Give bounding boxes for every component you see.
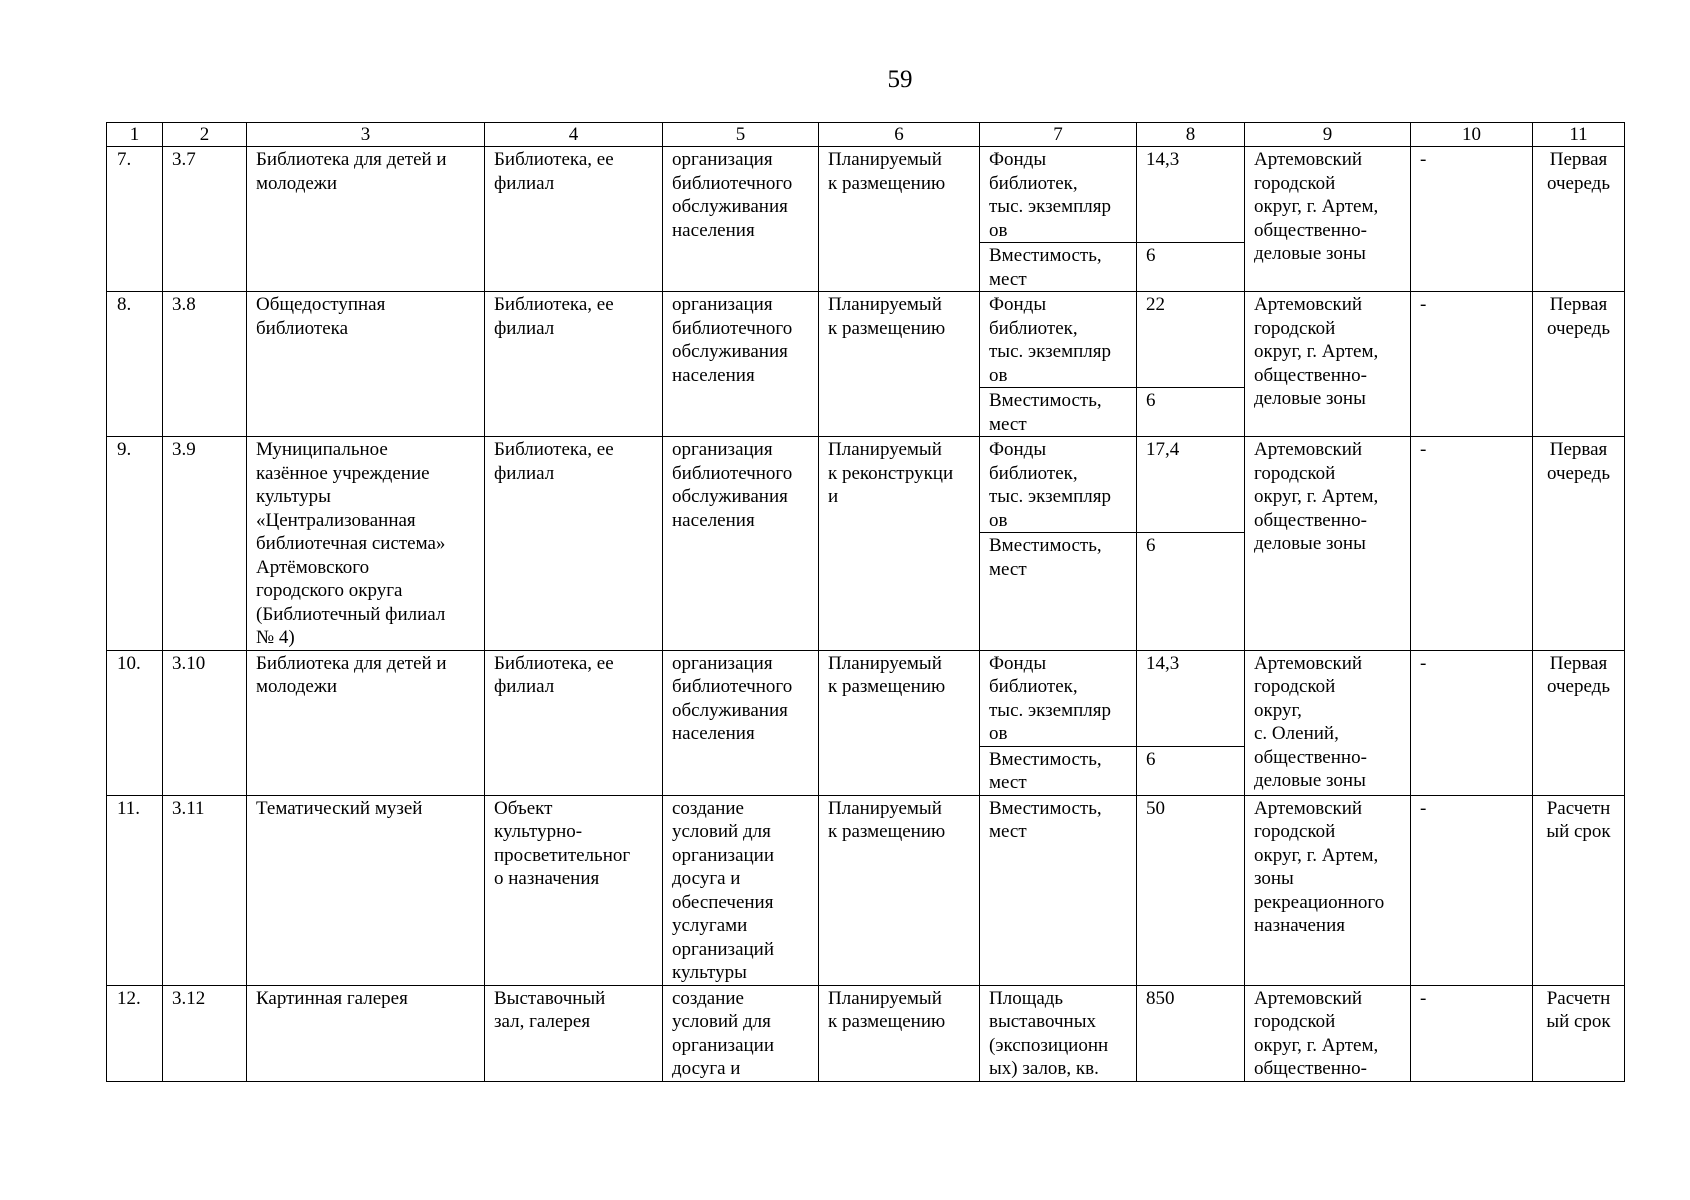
- object-purpose: организация библиотечного обслуживания населения: [663, 650, 819, 795]
- header-cell: 7: [980, 123, 1137, 147]
- parameter-value: 6: [1137, 388, 1245, 437]
- object-purpose: организация библиотечного обслуживания населения: [663, 292, 819, 437]
- queue: Первая очередь: [1533, 147, 1625, 292]
- parameter-name: Вместимость, мест: [980, 388, 1137, 437]
- object-code: 3.11: [163, 795, 247, 985]
- object-location: Артемовский городской округ, г. Артем, общественно- деловые зоны: [1245, 292, 1411, 437]
- object-purpose: создание условий для организации досуга и: [663, 985, 819, 1081]
- object-status: Планируемый к размещению: [819, 292, 980, 437]
- object-name: Библиотека для детей и молодежи: [247, 650, 485, 795]
- parameter-name: Площадь выставочных (экспозиционн ых) залов, кв.: [980, 985, 1137, 1081]
- data-table: [106, 122, 1625, 1082]
- parameter-value: 22: [1137, 292, 1245, 388]
- object-type: Библиотека, ее филиал: [485, 292, 663, 437]
- table-header-row: [107, 123, 1625, 147]
- header-cell: 10: [1411, 123, 1533, 147]
- parameter-name: Фонды библиотек, тыс. экземпляр ов: [980, 650, 1137, 746]
- object-name: Библиотека для детей и молодежи: [247, 147, 485, 292]
- parameter-name: Фонды библиотек, тыс. экземпляр ов: [980, 292, 1137, 388]
- row-number: 8.: [107, 292, 163, 437]
- object-code: 3.10: [163, 650, 247, 795]
- header-cell: 5: [663, 123, 819, 147]
- object-name: Муниципальное казённое учреждение культуры «Централизованная библиотечная система» Артёмовского городского округа (Библиотечный филиал № 4): [247, 437, 485, 651]
- queue: Первая очередь: [1533, 650, 1625, 795]
- col10-value: -: [1411, 985, 1533, 1081]
- queue: Расчетн ый срок: [1533, 985, 1625, 1081]
- table-row: [107, 795, 1625, 985]
- parameter-name: Вместимость, мест: [980, 795, 1137, 985]
- object-location: Артемовский городской округ, г. Артем, общественно-: [1245, 985, 1411, 1081]
- header-cell: 8: [1137, 123, 1245, 147]
- object-status: Планируемый к размещению: [819, 795, 980, 985]
- parameter-value: 6: [1137, 533, 1245, 650]
- object-type: Библиотека, ее филиал: [485, 650, 663, 795]
- object-type: Объект культурно- просветительног о назначения: [485, 795, 663, 985]
- object-code: 3.9: [163, 437, 247, 651]
- header-cell: 4: [485, 123, 663, 147]
- object-type: Библиотека, ее филиал: [485, 437, 663, 651]
- col10-value: -: [1411, 292, 1533, 437]
- queue: Первая очередь: [1533, 437, 1625, 651]
- parameter-value: 14,3: [1137, 650, 1245, 746]
- header-cell: 9: [1245, 123, 1411, 147]
- object-type: Библиотека, ее филиал: [485, 147, 663, 292]
- col10-value: -: [1411, 437, 1533, 651]
- header-cell: 1: [107, 123, 163, 147]
- row-number: 10.: [107, 650, 163, 795]
- parameter-name: Фонды библиотек, тыс. экземпляр ов: [980, 147, 1137, 243]
- object-location: Артемовский городской округ, г. Артем, зоны рекреационного назначения: [1245, 795, 1411, 985]
- col10-value: -: [1411, 650, 1533, 795]
- header-cell: 3: [247, 123, 485, 147]
- object-name: Тематический музей: [247, 795, 485, 985]
- header-cell: 2: [163, 123, 247, 147]
- table-row: [107, 650, 1625, 746]
- object-status: Планируемый к размещению: [819, 650, 980, 795]
- table-row: [107, 985, 1625, 1081]
- object-purpose: организация библиотечного обслуживания населения: [663, 147, 819, 292]
- object-location: Артемовский городской округ, г. Артем, общественно- деловые зоны: [1245, 147, 1411, 292]
- parameter-name: Вместимость, мест: [980, 533, 1137, 650]
- object-status: Планируемый к размещению: [819, 147, 980, 292]
- object-location: Артемовский городской округ, г. Артем, общественно- деловые зоны: [1245, 437, 1411, 651]
- object-name: Общедоступная библиотека: [247, 292, 485, 437]
- table-row: [107, 147, 1625, 243]
- parameter-name: Фонды библиотек, тыс. экземпляр ов: [980, 437, 1137, 533]
- parameter-value: 50: [1137, 795, 1245, 985]
- object-code: 3.8: [163, 292, 247, 437]
- parameter-value: 850: [1137, 985, 1245, 1081]
- col10-value: -: [1411, 795, 1533, 985]
- page-number: 59: [887, 66, 913, 93]
- row-number: 12.: [107, 985, 163, 1081]
- parameter-name: Вместимость, мест: [980, 243, 1137, 292]
- parameter-value: 6: [1137, 243, 1245, 292]
- object-code: 3.12: [163, 985, 247, 1081]
- object-status: Планируемый к размещению: [819, 985, 980, 1081]
- row-number: 7.: [107, 147, 163, 292]
- table-row: [107, 437, 1625, 533]
- parameter-name: Вместимость, мест: [980, 746, 1137, 795]
- queue: Первая очередь: [1533, 292, 1625, 437]
- parameter-value: 6: [1137, 746, 1245, 795]
- row-number: 9.: [107, 437, 163, 651]
- object-purpose: создание условий для организации досуга и обеспечения услугами организаций культуры: [663, 795, 819, 985]
- object-name: Картинная галерея: [247, 985, 485, 1081]
- object-type: Выставочный зал, галерея: [485, 985, 663, 1081]
- object-location: Артемовский городской округ, с. Олений, общественно- деловые зоны: [1245, 650, 1411, 795]
- table-row: [107, 292, 1625, 388]
- object-status: Планируемый к реконструкци и: [819, 437, 980, 651]
- header-cell: 11: [1533, 123, 1625, 147]
- parameter-value: 14,3: [1137, 147, 1245, 243]
- col10-value: -: [1411, 147, 1533, 292]
- header-cell: 6: [819, 123, 980, 147]
- parameter-value: 17,4: [1137, 437, 1245, 533]
- object-code: 3.7: [163, 147, 247, 292]
- row-number: 11.: [107, 795, 163, 985]
- queue: Расчетн ый срок: [1533, 795, 1625, 985]
- object-purpose: организация библиотечного обслуживания населения: [663, 437, 819, 651]
